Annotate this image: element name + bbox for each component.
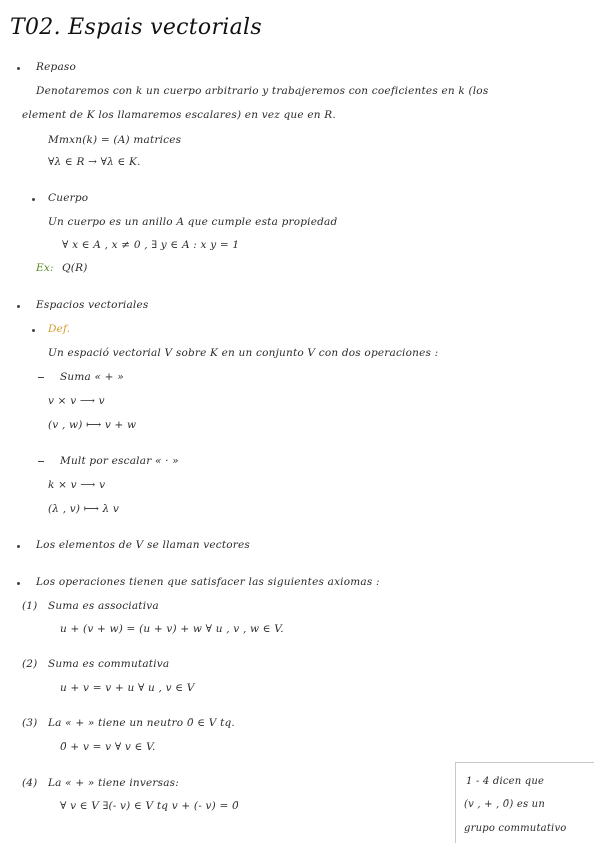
axiom-1-title: Suma es associativa [48,600,159,612]
cuerpo-property: ∀ x ∈ A , x ≠ 0 , ∃ y ∈ A : x y = 1 [62,239,240,251]
example-value: Q(R) [62,262,88,274]
elements-line: Los elementos de V se llaman vectores [36,539,251,551]
mult-label: Mult por escalar « · » [60,455,179,467]
side-note-line-3: grupo commutativo [464,823,567,834]
axiom-1-formula: u + (v + w) = (u + v) + w ∀ u , v , w ∈ V. [60,623,284,635]
matrices-line: Mmxn(k) = (A) matrices [48,134,182,146]
bullet-dot [17,305,20,308]
axiom-4-title: La « + » tiene inversas: [48,777,179,789]
dash-marker [38,377,44,378]
bullet-dot [17,582,20,585]
cuerpo-definition: Un cuerpo es un anillo A que cumple esta propiedad [48,216,338,228]
espacios-heading: Espacios vectoriales [36,299,149,311]
cuerpo-heading: Cuerpo [48,192,89,204]
axiom-2-title: Suma es commutativa [48,658,170,670]
suma-map-1: v × v ⟶ v [48,395,105,407]
bullet-dot [32,198,35,201]
axiom-4-formula: ∀ v ∈ V ∃(- v) ∈ V tq v + (- v) = 0̄ [60,800,239,812]
axiom-1-num: (1) [22,600,38,612]
axiom-3-title: La « + » tiene un neutro 0̄ ∈ V tq. [48,717,235,729]
def-text: Un espació vectorial V sobre K en un conjunto V con dos operaciones : [48,347,439,359]
bullet-dot [17,67,20,70]
axiom-3-num: (3) [22,717,38,729]
suma-map-2: (v , w) ⟼ v + w [48,419,137,431]
bullet-dot [32,329,35,332]
page-title: T02. Espais vectorials [10,15,262,40]
def-label: Def. [48,323,71,335]
axiom-2-formula: u + v = v + u ∀ u , v ∈ V [60,682,195,694]
repaso-intro-line2: element de K los llamaremos escalares) en vez que en R. [22,109,336,121]
mult-map-1: k × v ⟶ v [48,479,106,491]
forall-line: ∀λ ∈ R → ∀λ ∈ K. [48,156,141,168]
example-label: Ex: [36,262,54,274]
side-note-line-1: 1 - 4 dicen que [466,776,545,787]
bullet-dot [17,545,20,548]
side-note [455,762,594,843]
side-note-line-2: (v , + , 0̄) es un [464,799,545,810]
dash-marker [38,461,44,462]
repaso-heading: Repaso [36,61,77,73]
axioms-intro: Los operaciones tienen que satisfacer las siguientes axiomas : [36,576,380,588]
axiom-3-formula: 0̄ + v = v ∀ v ∈ V. [60,741,156,753]
repaso-intro-line1: Denotaremos con k un cuerpo arbitrario y trabajeremos con coeficientes en k (los [36,85,489,97]
axiom-2-num: (2) [22,658,38,670]
mult-map-2: (λ , v) ⟼ λ v [48,503,120,515]
axiom-4-num: (4) [22,777,38,789]
suma-label: Suma « + » [60,371,124,383]
